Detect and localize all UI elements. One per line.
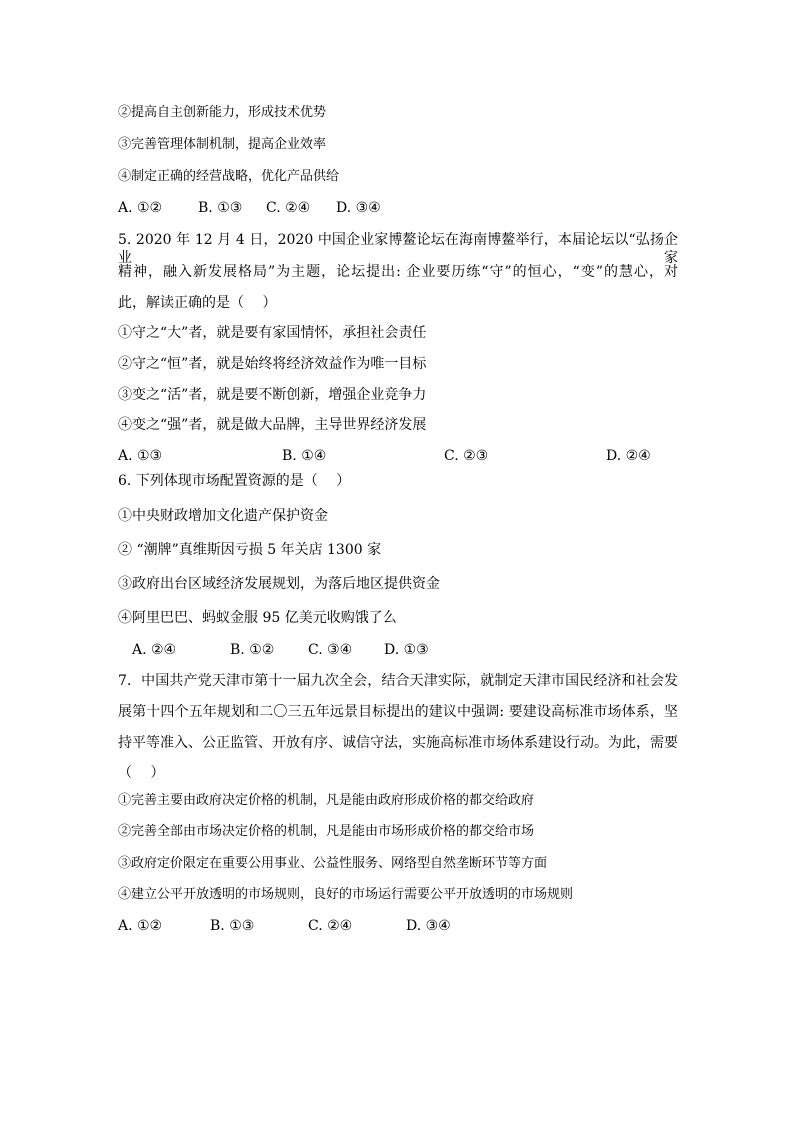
question-6-statement-4: ④阿里巴巴、蚂蚁金服 95 亿美元收购饿了么: [118, 610, 397, 626]
answer-option-a: A. ①③: [118, 448, 163, 464]
question-7-stem-line-3: 持平等准入、公正监管、开放有序、诚信守法，实施高标准市场体系建设行动。为此，需要: [118, 735, 678, 751]
option-statement-4: ④制定正确的经营战略，优化产品供给: [118, 169, 340, 184]
question-7-statement-4: ④建立公平开放透明的市场规则，良好的市场运行需要公平开放透明的市场规则: [118, 887, 574, 902]
question-7-options: [118, 917, 678, 935]
answer-option-d: D. ①③: [384, 642, 429, 658]
question-7-stem-line-1: 7．中国共产党天津市第十一届九次全会，结合天津实际，就制定天津市国民经济和社会发: [118, 673, 678, 689]
answer-option-c: C. ②④: [308, 918, 353, 934]
answer-option-c: C. ③④: [308, 642, 353, 658]
answer-option-d: D. ③④: [406, 918, 451, 934]
question-6-options: [118, 641, 678, 659]
question-5-statement-3: ③变之“活”者，就是要不断创新，增强企业竞争力: [118, 387, 427, 403]
question-6-statement-3: ③政府出台区域经济发展规划，为落后地区提供资金: [118, 576, 440, 592]
question-5-statement-1: ①守之“大”者，就是要有家国情怀，承担社会责任: [118, 325, 427, 341]
question-7-statement-1: ①完善主要由政府决定价格的机制，凡是能由政府形成价格的都交给政府: [118, 793, 535, 808]
answer-option-d: D. ③④: [336, 200, 381, 216]
answer-option-a: A. ②④: [132, 642, 177, 658]
answer-option-c: C. ②③: [444, 448, 489, 464]
answer-option-b: B. ①③: [198, 200, 243, 216]
question-7-statement-3: ③政府定价限定在重要公用事业、公益性服务、网络型自然垄断环节等方面: [118, 856, 548, 871]
question-7-stem-line-2: 展第十四个五年规划和二〇三五年远景目标提出的建议中强调: 要建设高标准市场体系，坚: [118, 704, 678, 720]
question-5-stem-line-1: 5. 2020 年 12 月 4 日，2020 中国企业家博鳌论坛在海南博鳌举行，本届论坛以“弘扬企业家: [118, 232, 678, 266]
question-6-statement-1: ①中央财政增加文化遗产保护资金: [118, 508, 328, 524]
option-statement-2: ②提高自主创新能力，形成技术优势: [118, 105, 327, 120]
question-5-stem-line-3: 此，解读正确的是（ ）: [118, 295, 277, 311]
question-5-stem-line-2: 精神，融入新发展格局”为主题，论坛提出: 企业要历练“守”的恒心，“变”的慧心，对: [118, 264, 678, 280]
answer-option-a: A. ①②: [118, 200, 163, 216]
question-6-stem: 6. 下列体现市场配置资源的是（ ）: [118, 473, 351, 489]
answer-option-b: B. ①④: [282, 448, 327, 464]
question-5-statement-2: ②守之“恒”者，就是始终将经济效益作为唯一目标: [118, 356, 427, 372]
answer-option-d: D. ②④: [606, 448, 651, 464]
answer-option-c: C. ②④: [266, 200, 311, 216]
option-statement-3: ③完善管理体制机制，提高企业效率: [118, 137, 327, 152]
answer-option-b: B. ①③: [210, 918, 255, 934]
question-7-stem-line-4: （ ）: [118, 765, 165, 781]
question-5-options: [118, 447, 678, 465]
question-6-statement-2: ② “潮牌”真维斯因亏损 5 年关店 1300 家: [118, 542, 382, 558]
question-7-statement-2: ②完善全部由市场决定价格的机制，凡是能由市场形成价格的都交给市场: [118, 824, 535, 839]
question-5-statement-4: ④变之“强”者，就是做大品牌，主导世界经济发展: [118, 417, 427, 433]
answer-option-a: A. ①②: [118, 918, 163, 934]
answer-options: [118, 199, 678, 217]
answer-option-b: B. ①②: [230, 642, 275, 658]
